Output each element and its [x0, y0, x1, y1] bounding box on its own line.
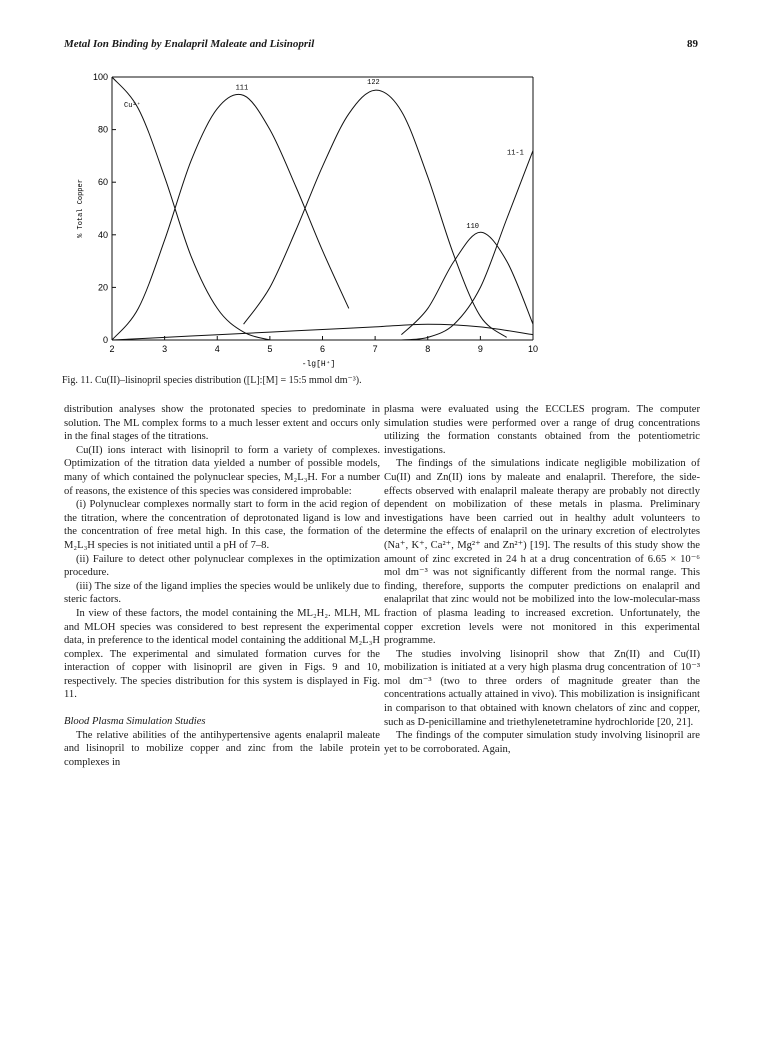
figure-caption: Fig. 11. Cu(II)–lisinopril species distribution ([L]:[M] = 15:5 mmol dm⁻³). — [62, 375, 362, 386]
paragraph: The studies involving lisinopril show that Zn(II) and Cu(II) mobilization is initiated at a very high plasma drug concentration of 10⁻³ mol dm⁻³ (two to three orders of magnitude greater than the concentrations actually attained in vivo). This mobilization is insignificant in comparison to that obtained with known chelators of zinc and copper, such as D-penicillamine and triethylenetetramine hydrochloride [20, 21]. — [384, 648, 700, 728]
x-tick-label: 8 — [425, 344, 431, 354]
paragraph: (i) Polynuclear complexes normally start to form in the acid region of the titration, where the concentration of deprotonated ligand is low and the concentration of free metal high. In this case, the formation of the M₂L₃H species is not initiated until a pH of 7–8. — [64, 499, 380, 551]
x-tick-label: 9 — [477, 344, 483, 354]
y-tick-label: 60 — [97, 177, 108, 188]
x-tick-label: 10 — [527, 344, 539, 354]
y-tick-label: 40 — [97, 229, 108, 240]
y-tick-label: 100 — [92, 72, 108, 82]
paragraph: (iii) The size of the ligand implies the species would be unlikely due to steric factors. — [64, 580, 380, 606]
paragraph: The findings of the computer simulation study involving lisinopril are yet to be corroborated. Again, — [384, 730, 700, 755]
series-122-label: 122 — [367, 79, 380, 88]
paragraph: The relative abilities of the antihypertensive agents enalapril maleate and lisinopril to mobilize copper and zinc from the labile protein complexes in — [64, 729, 380, 768]
running-title: Metal Ion Binding by Enalapril Maleate and Lisinopril — [64, 38, 315, 50]
species-distribution-chart — [0, 0, 768, 400]
page-number: 89 — [687, 38, 698, 50]
series-122-line — [244, 90, 507, 337]
paragraph: distribution analyses show the protonated species to predominate in solution. The ML complex forms to a much lesser extent and occurs only in the final stages of the titrations. — [64, 404, 380, 443]
series-110-line — [401, 232, 533, 335]
series-Cu-line — [112, 77, 270, 340]
y-axis-label: % Total Copper — [77, 179, 85, 238]
x-tick-label: 7 — [372, 344, 378, 354]
paragraph: The findings of the simulations indicate negligible mobilization of Cu(II) and Zn(II) ions by maleate and enalapril. Therefore, the side-effects observed with enalapril maleate therapy are probably not directly dependent on mobilization of these metals in plasma. Preliminary investigations have been carried out in healthy adult volunteers to determine the effects of enalapril on the urinary excretion of electrolytes (Na⁺, K⁺, Ca²⁺, Mg²⁺ and Zn²⁺) [19]. The results of this study show the amount of zinc excreted in 24 h at a drug concentration of 6.65 × 10⁻⁶ mol dm⁻³ was not significantly different from the normal range. This finding, therefore, supports the computer predictions on enalapril and enalaprilat that zinc would not be mobilized into the low-molecular-mass fraction of plasma leading to increased excretion. Unfortunately, the copper excretion levels were not monitored in this experimental programme. — [384, 458, 700, 647]
x-axis-label: -lg[H⁺] — [301, 360, 336, 369]
body-column-left — [64, 403, 380, 769]
x-tick-label: 2 — [109, 344, 115, 354]
paragraph: In view of these factors, the model containing the ML₂H₂. MLH, ML and MLOH species was considered to best represent the experimental data, in preference to the identical model containing the additional M₂L₃H complex. The experimental and simulated formation curves for the interaction of copper with lisinopril are given in Figs. 9 and 10, respectively. The species distribution for this system is displayed in Fig. 11. — [64, 607, 380, 701]
section-heading: Blood Plasma Simulation Studies — [64, 716, 206, 728]
series-111-line — [112, 94, 349, 340]
x-tick-label: 5 — [267, 344, 273, 354]
y-tick-label: 80 — [97, 124, 108, 135]
x-tick-label: 6 — [319, 344, 326, 354]
series-Cu-label: Cu²⁺ — [124, 102, 141, 110]
series-110-label: 110 — [466, 223, 479, 232]
x-tick-label: 4 — [214, 344, 220, 354]
y-tick-label: 20 — [97, 282, 108, 293]
paragraph: (ii) Failure to detect other polynuclear complexes in the optimization procedure. — [64, 553, 380, 579]
x-tick-label: 3 — [162, 344, 168, 354]
paragraph: Cu(II) ions interact with lisinopril to form a variety of complexes. Optimization of the titration data yielded a number of possible models, many of which contained the polynuclear species, M₂L₃H. For a number of reasons, the existence of this species was considered improbable: — [64, 444, 380, 497]
y-tick-label: 0 — [102, 335, 108, 345]
paragraph: plasma were evaluated using the ECCLES program. The computer simulation studies were performed over a range of drug concentrations utilizing the formation constants obtained from the potentiometric investigations. — [384, 404, 700, 456]
series-111-label: 111 — [235, 84, 249, 93]
series-111-label: 11-1 — [507, 149, 524, 158]
body-column-right — [384, 403, 700, 756]
series-111-line — [401, 151, 533, 340]
